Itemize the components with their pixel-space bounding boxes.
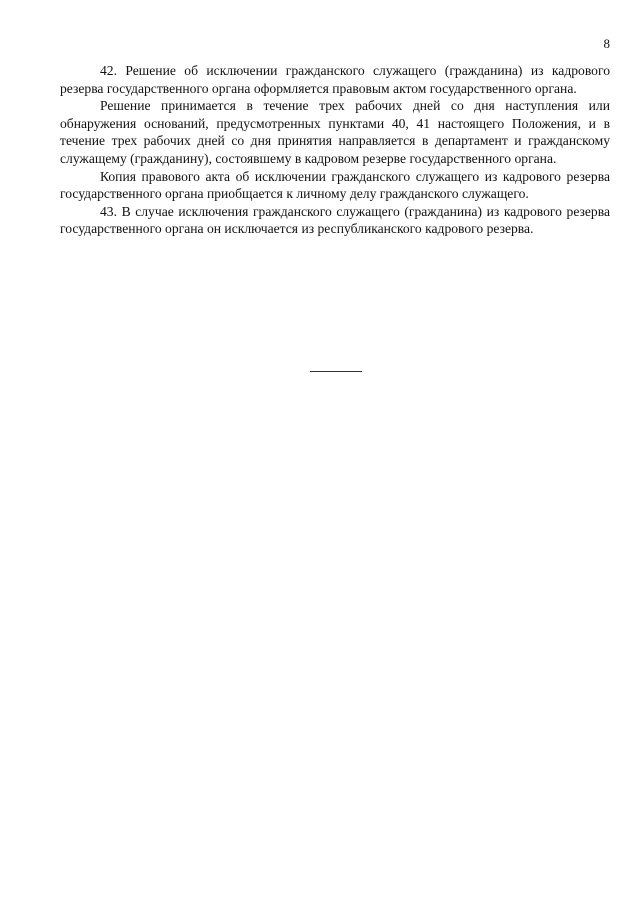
document-body (60, 62, 610, 238)
page-number: 8 (603, 36, 610, 51)
end-divider-line (310, 371, 362, 372)
paragraph-decision-timing: Решение принимается в течение трех рабочих дней со дня наступления или обнаружения оснований, предусмотренных пунктами 40, 41 настоящего Положения, и в течение трех рабочих дней со дня принятия направляется в департамент и гражданскому служащему (гражданину), состоявшему в кадровом резерве государственного органа. (60, 98, 610, 166)
paragraph-43: 43. В случае исключения гражданского служащего (гражданина) из кадрового резерва государственного органа он исключается из республиканского кадрового резерва. (60, 203, 610, 237)
paragraph-42: 42. Решение об исключении гражданского служащего (гражданина) из кадрового резерва государственного органа оформляется правовым актом государственного органа. (60, 63, 610, 96)
paragraph-copy-of-act: Копия правового акта об исключении гражданского служащего из кадрового резерва государственного органа приобщается к личному делу гражданского служащего. (60, 168, 610, 202)
